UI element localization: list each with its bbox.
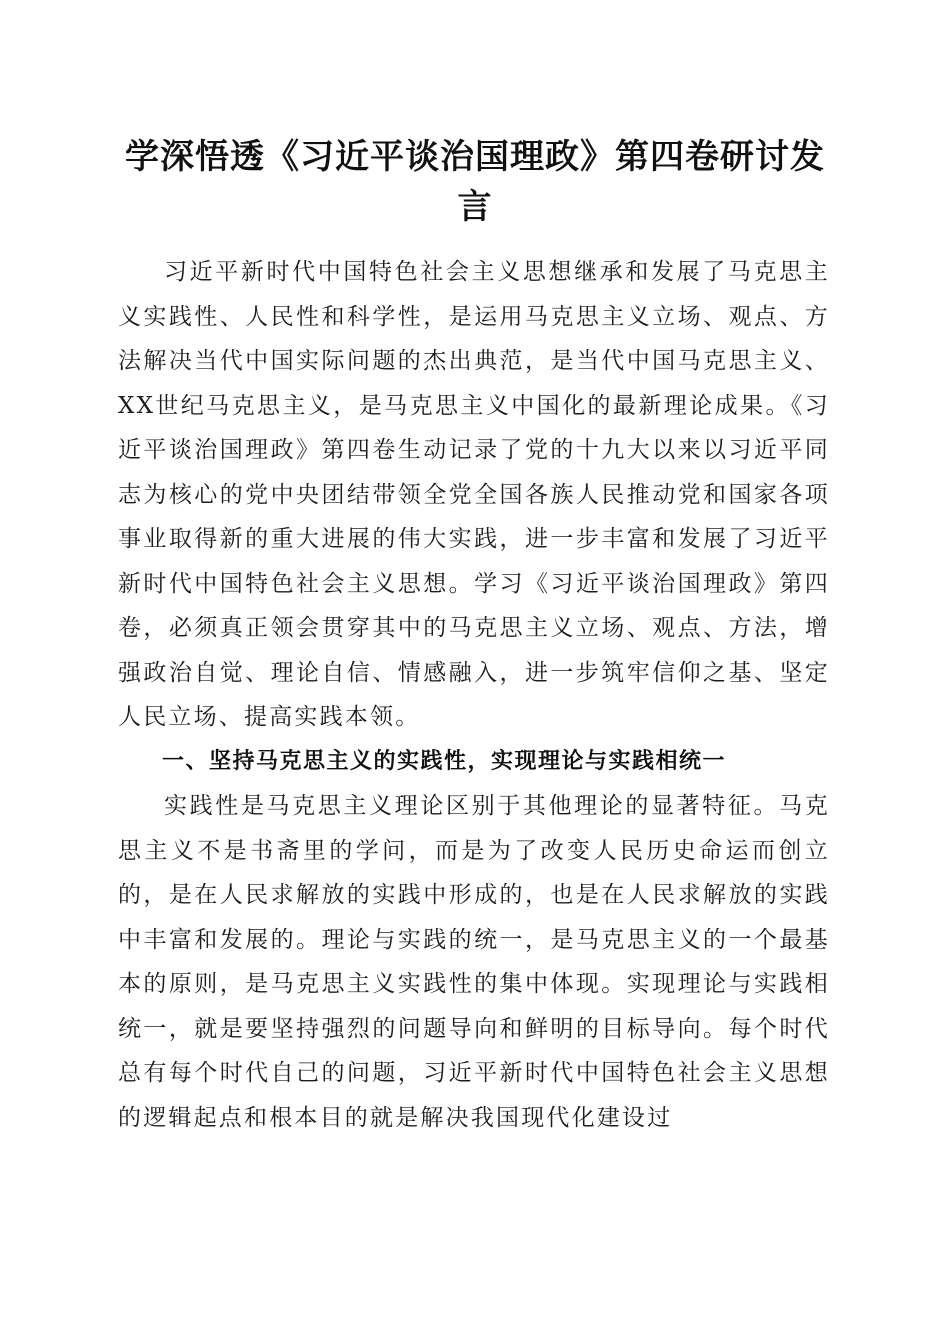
- section-heading-1: 一、坚持马克思主义的实践性，实现理论与实践相统一: [162, 748, 727, 774]
- intro-paragraph: 习近平新时代中国特色社会主义思想继承和发展了马克思主义实践性、人民性和科学性，是运用马克思主义立场、观点、方法解决当代中国实际问题的杰出典范，是当代中国马克思主义、XX世纪马克思主义，是马克思主义中国化的最新理论成果。《习近平谈治国理政》第四卷生动记录了党的十九大以来以习近平同志为核心的党中央团结带领全党全国各族人民推动党和国家各项事业取得新的重大进展的伟大实践，进一步丰富和发展了习近平新时代中国特色社会主义思想。学习《习近平谈治国理政》第四卷，必须真正领会贯穿其中的马克思主义立场、观点、方法，增强政治自觉、理论自信、情感融入，进一步筑牢信仰之基、坚定人民立场、提高实践本领。: [118, 259, 830, 730]
- document-title: 学深悟透《习近平谈治国理政》第四卷研讨发言: [125, 137, 825, 227]
- document-body: [118, 250, 830, 1140]
- section-1-paragraph: 实践性是马克思主义理论区别于其他理论的显著特征。马克思主义不是书斋里的学问，而是为了改变人民历史命运而创立的，是在人民求解放的实践中形成的，也是在人民求解放的实践中丰富和发展的。理论与实践的统一，是马克思主义的一个最基本的原则，是马克思主义实践性的集中体现。实现理论与实践相统一，就是要坚持强烈的问题导向和鲜明的目标导向。每个时代总有每个时代自己的问题，习近平新时代中国特色社会主义思想的逻辑起点和根本目的就是解决我国现代化建设过: [118, 793, 830, 1131]
